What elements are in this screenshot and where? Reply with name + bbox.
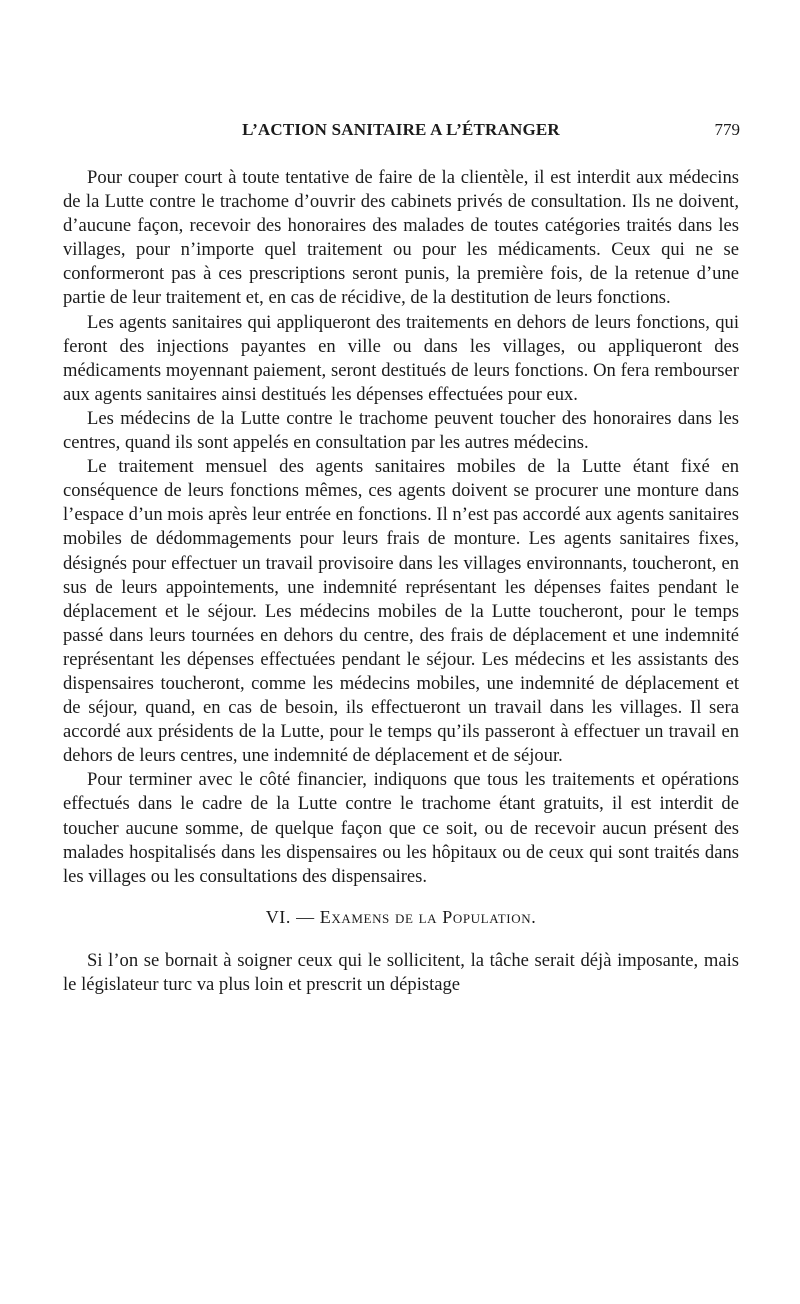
running-head — [62, 120, 740, 146]
paragraph: Pour terminer avec le côté financier, indiquons que tous les traitements et opérations effectués dans le cadre de la Lutte contre le trachome étant gratuits, il est interdit de toucher aucune somme, de quelque façon que ce soit, ou de recevoir aucun présent des malades hospitalisés dans les dispensaires ou les hôpitaux ou de ceux qui sont traités dans les villages ou les consultations des dispensaires. — [63, 769, 739, 887]
running-title: L’ACTION SANITAIRE A L’ÉTRANGER — [242, 120, 560, 139]
page-number: 779 — [714, 120, 740, 139]
paragraph: Si l’on se bornait à soigner ceux qui le sollicitent, la tâche serait déjà imposante, mais le législateur turc va plus loin et prescrit un dépistage — [63, 949, 739, 995]
paragraph: Pour couper court à toute tentative de faire de la clientèle, il est interdit aux médecins de la Lutte contre le trachome d’ouvrir des cabinets privés de consultation. Ils ne doivent, d’aucune façon, recevoir des honoraires des malades de toutes catégories traités dans les villages, pour n’importe quel traitement ou pour les médicaments. Ceux qui ne se conformeront pas à ces prescriptions seront punis, la première fois, de la retenue d’une partie de leur traitement et, en cas de récidive, de la destitution de leurs fonctions. — [63, 167, 739, 309]
section-heading: VI. — Examens de la Population. — [265, 906, 537, 927]
paragraph: Les agents sanitaires qui appliqueront des traitements en dehors de leurs fonctions, qui feront des injections payantes en ville ou dans les villages, ou appliqueront des médicaments moyennant paiement, seront destitués de leurs fonctions. On fera rembourser aux agents sanitaires ainsi destitués les dépenses effectuées pour eux. — [63, 311, 739, 405]
body-text — [63, 166, 739, 997]
paragraph: Les médecins de la Lutte contre le trachome peuvent toucher des honoraires dans les centres, quand ils sont appelés en consultation par les autres médecins. — [63, 407, 739, 454]
paragraph: Le traitement mensuel des agents sanitaires mobiles de la Lutte étant fixé en conséquence de leurs fonctions mêmes, ces agents doivent se procurer une monture dans l’espace d’un mois après leur entrée en fonctions. Il n’est pas accordé aux agents sanitaires mobiles de dédommagements pour leurs frais de monture. Les agents sanitaires fixes, désignés pour effectuer un travail provisoire dans les villages environnants, toucheront, en sus de leurs appointements, une indemnité représentant les dépenses faites pendant le déplacement et le séjour. Les médecins mobiles de la Lutte toucheront, pour le temps passé dans leurs tournées en dehors du centre, des frais de déplacement et une indemnité représentant les dépenses effectuées pendant le séjour. Les médecins et les assistants des dispensaires toucheront, comme les médecins mobiles, une indemnité de déplacement et de séjour, quand, en cas de besoin, ils effectueront un travail dans les villages. Il sera accordé aux présidents de la Lutte, pour le temps qu’ils passeront à effectuer un travail en dehors de leurs centres, une indemnité de déplacement et de séjour. — [63, 456, 739, 767]
